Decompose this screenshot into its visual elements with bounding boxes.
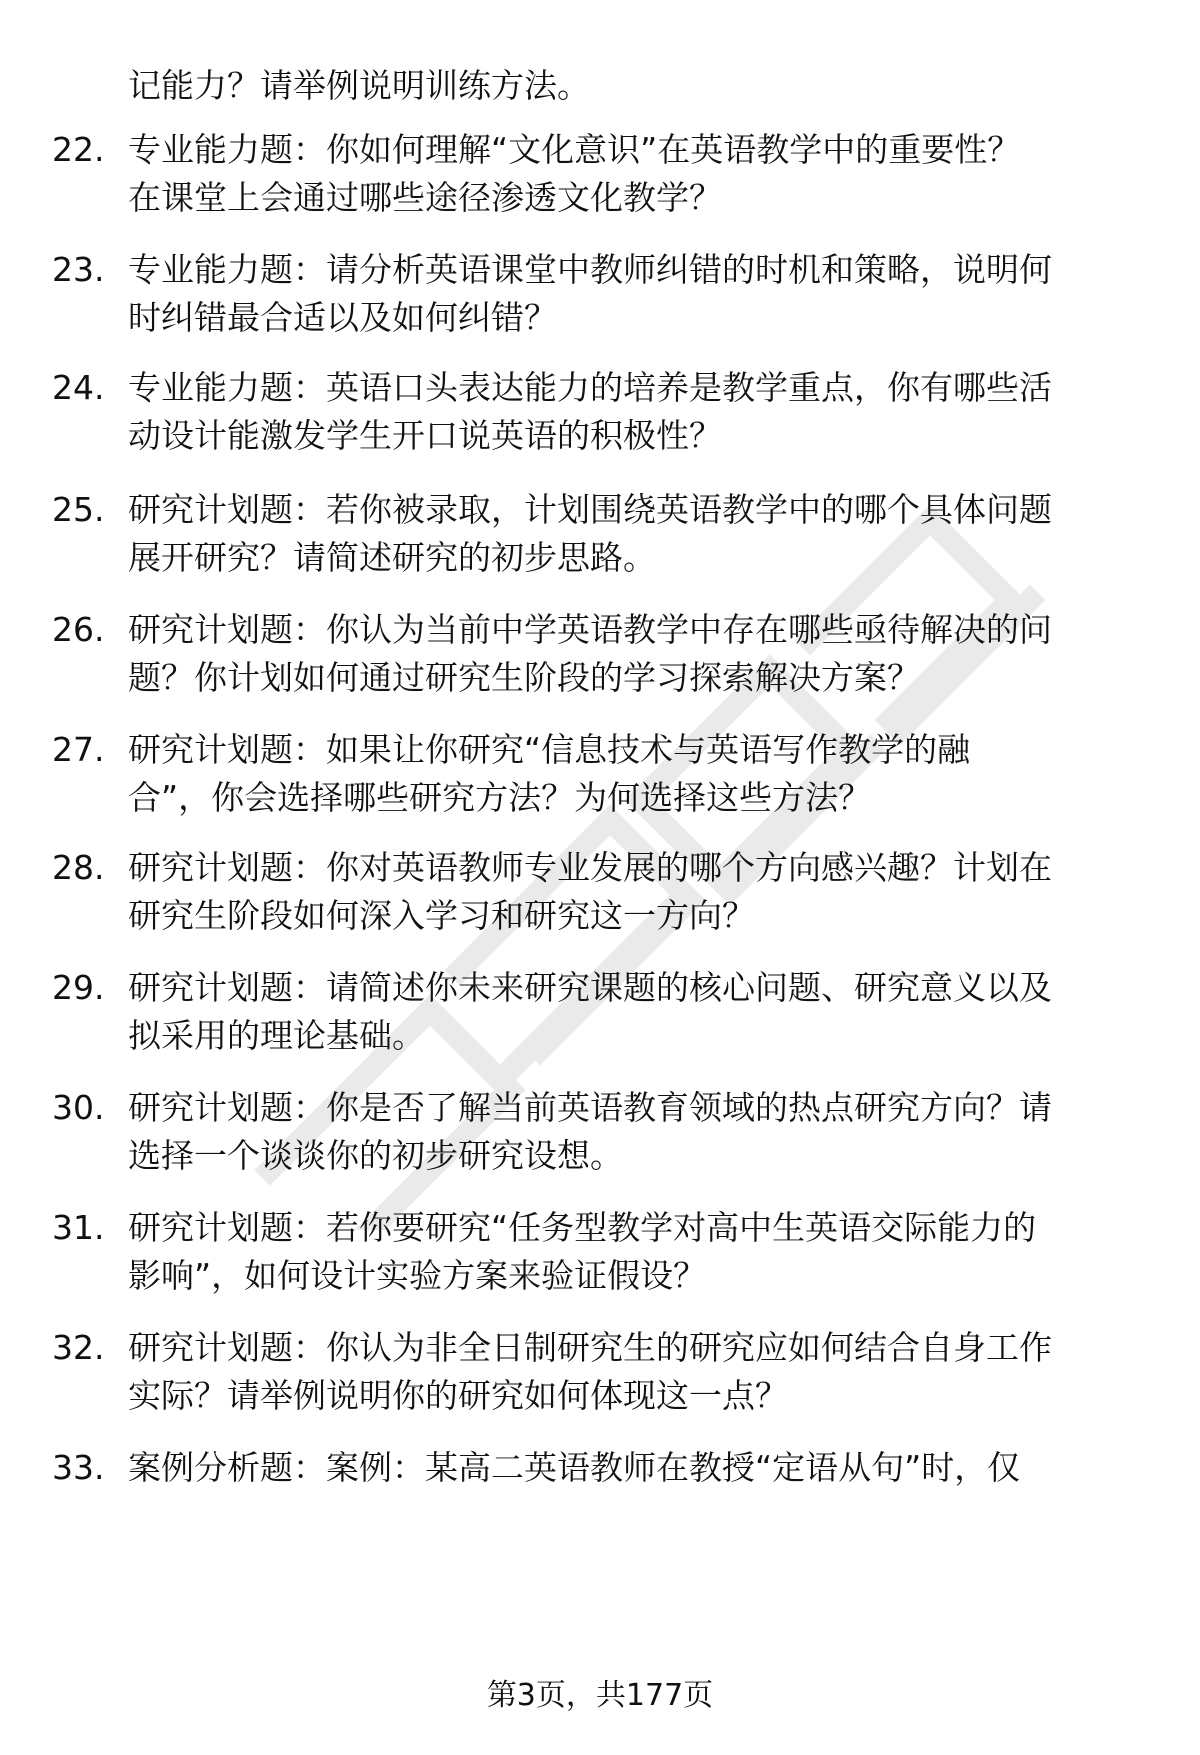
question-number: 32.	[52, 1328, 105, 1367]
question-text: 研究计划题：请简述你未来研究课题的核心问题、研究意义以及 拟采用的理论基础。	[128, 968, 1052, 1055]
question-number: 25.	[52, 490, 105, 529]
question-number: 30.	[52, 1088, 105, 1127]
question-text: 研究计划题：如果让你研究“信息技术与英语写作教学的融 合”，你会选择哪些研究方法？为何选择这些方法？	[128, 730, 971, 817]
question-text: 研究计划题：若你被录取，计划围绕英语教学中的哪个具体问题 展开研究？请简述研究的初步思路。	[128, 490, 1052, 577]
question-text: 专业能力题：英语口头表达能力的培养是教学重点，你有哪些活 动设计能激发学生开口说英语的积极性？	[128, 368, 1052, 455]
page-footer: 第3页，共177页	[486, 1678, 714, 1713]
question-text: 研究计划题：若你要研究“任务型教学对高中生英语交际能力的 影响”，如何设计实验方案来验证假设？	[128, 1208, 1037, 1295]
question-text: 研究计划题：你认为非全日制研究生的研究应如何结合自身工作 实际？请举例说明你的研究如何体现这一点？	[128, 1328, 1052, 1415]
question-text: 专业能力题：你如何理解“文化意识”在英语教学中的重要性？ 在课堂上会通过哪些途径渗透文化教学？	[128, 130, 1021, 217]
question-number: 29.	[52, 968, 105, 1007]
lead-text: 记能力？请举例说明训练方法。	[128, 66, 590, 105]
question-text: 案例分析题：案例：某高二英语教师在教授“定语从句”时，仅	[128, 1448, 1021, 1487]
question-number: 26.	[52, 610, 105, 649]
question-number: 27.	[52, 730, 105, 769]
question-text: 研究计划题：你认为当前中学英语教学中存在哪些亟待解决的问 题？你计划如何通过研究生阶段的学习探索解决方案？	[128, 610, 1052, 697]
question-number: 23.	[52, 250, 105, 289]
question-number: 31.	[52, 1208, 105, 1247]
question-text: 专业能力题：请分析英语课堂中教师纠错的时机和策略，说明何 时纠错最合适以及如何纠错？	[128, 250, 1052, 337]
question-number: 28.	[52, 848, 105, 887]
question-text: 研究计划题：你是否了解当前英语教育领域的热点研究方向？请 选择一个谈谈你的初步研究设想。	[128, 1088, 1052, 1175]
question-number: 24.	[52, 368, 105, 407]
question-text: 研究计划题：你对英语教师专业发展的哪个方向感兴趣？计划在 研究生阶段如何深入学习和研究这一方向？	[128, 848, 1052, 935]
question-number: 33.	[52, 1448, 105, 1487]
question-number: 22.	[52, 130, 105, 169]
